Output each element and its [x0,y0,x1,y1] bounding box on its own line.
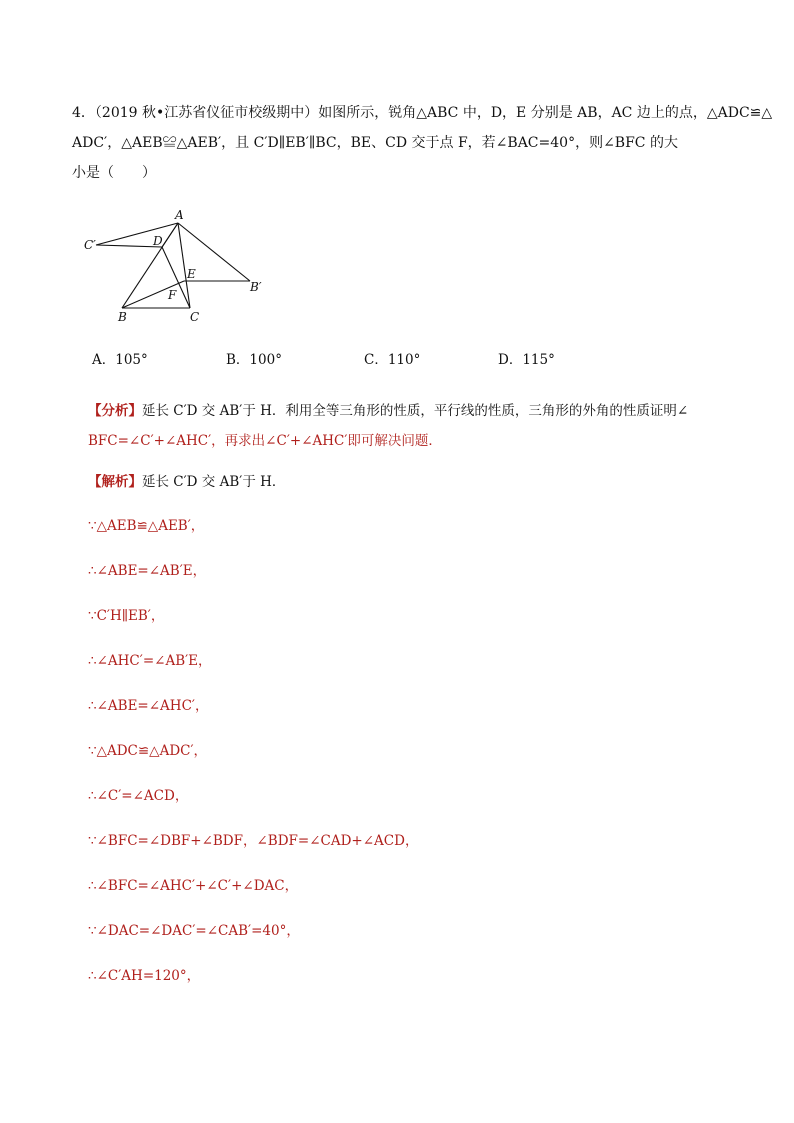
option-d [498,348,555,368]
label-f: F [168,288,177,302]
answer-options [92,348,692,372]
option-a [92,348,148,368]
geometry-figure [84,205,274,325]
question-line-3: 小是（ ） [72,165,156,181]
label-e: E [187,267,196,281]
label-d: D [153,234,163,248]
label-cprime: C′ [84,238,96,252]
option-c-letter: C． [364,352,388,368]
option-d-value: 115° [522,352,555,368]
label-bprime: B′ [250,280,262,294]
solution-step: ∵C′H∥EB′， [88,608,165,624]
solution-step: ∵△ADC≌△ADC′， [88,743,208,759]
solution-step: ∴∠BFC=∠AHC′+∠C′+∠DAC， [88,878,299,894]
label-a: A [175,208,184,222]
option-b-value: 100° [249,352,282,368]
solution-intro: 延长 C′D 交 AB′于 H． [142,474,286,490]
question-line-2: ADC′，△AEB≌△AEB′，且 C′D∥EB′∥BC，BE、CD 交于点 F，若∠BAC=40°，则∠BFC 的大 [72,135,678,151]
option-b-letter: B． [226,352,250,368]
solution-step: ∵∠DAC=∠DAC′=∠CAB′=40°， [88,923,300,939]
question-text [72,98,773,188]
solution-step: ∵∠BFC=∠DBF+∠BDF，∠BDF=∠CAD+∠ACD， [88,833,419,849]
solution-step: ∴∠ABE=∠AHC′， [88,698,209,714]
analysis-section [88,396,728,456]
option-a-value: 105° [115,352,148,368]
question-line-1: 4．（2019 秋•江苏省仪征市校级期中）如图所示，锐角△ABC 中，D，E 分别是 AB，AC 边上的点，△ADC≌△ [72,105,773,121]
option-d-letter: D． [498,352,523,368]
option-c [364,348,420,368]
label-c: C [190,310,200,324]
label-b: B [118,310,127,324]
solution-step: ∴∠C′AH=120°， [88,968,201,984]
option-a-letter: A． [92,352,116,368]
solution-tag: 【解析】 [88,474,142,490]
solution-step: ∴∠ABE=∠AB′E， [88,563,207,579]
option-c-value: 110° [387,352,421,368]
analysis-tag: 【分析】 [88,403,142,419]
solution-step: ∴∠AHC′=∠AB′E， [88,653,212,669]
solution-step: ∴∠C′=∠ACD， [88,788,189,804]
analysis-line-1 [88,396,728,426]
solution-step: ∵△AEB≌△AEB′， [88,518,205,534]
solution-header [88,470,728,494]
analysis-text-1: 延长 C′D 交 AB′于 H．利用全等三角形的性质，平行线的性质，三角形的外角的性质证明∠ [142,403,689,419]
analysis-line-2: BFC=∠C′+∠AHC′，再求出∠C′+∠AHC′即可解决问题． [88,433,442,449]
option-b [226,348,282,368]
